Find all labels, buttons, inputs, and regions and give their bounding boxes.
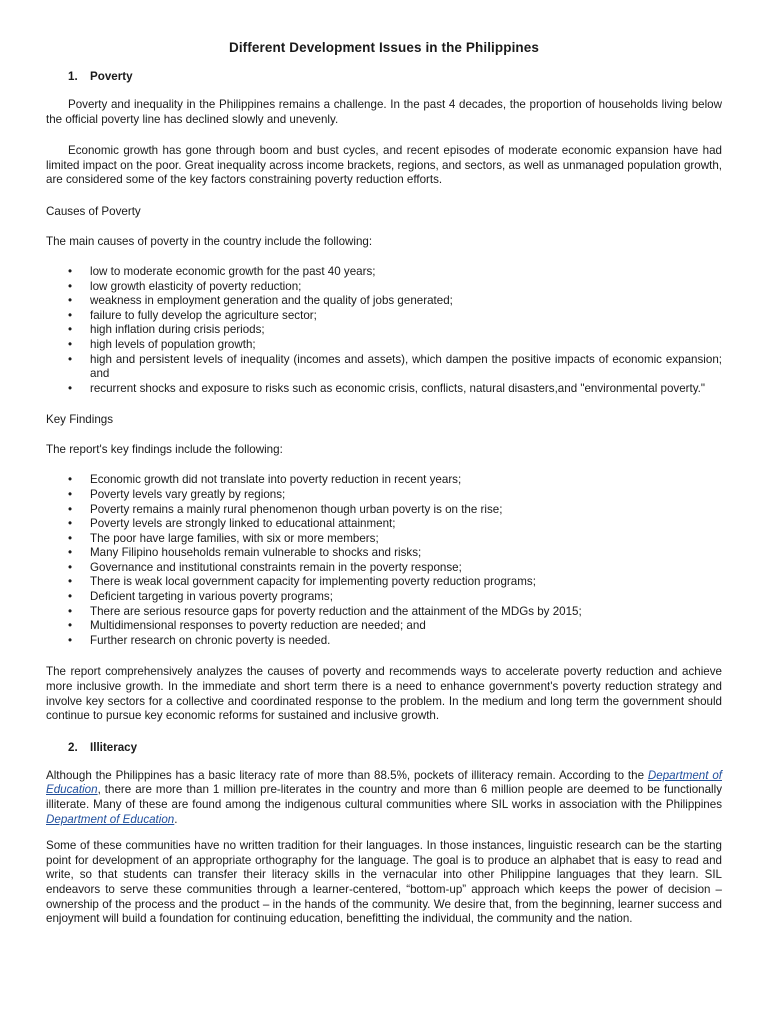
causes-list bbox=[46, 265, 722, 396]
list-item-text: The poor have large families, with six or more members; bbox=[90, 531, 379, 545]
list-item-text: Deficient targeting in various poverty programs; bbox=[90, 590, 333, 604]
document-title: Different Development Issues in the Philippines bbox=[228, 40, 539, 55]
list-item bbox=[46, 634, 722, 649]
bullet-icon: • bbox=[68, 279, 73, 293]
section-heading-poverty bbox=[46, 70, 722, 83]
bullet-icon: • bbox=[68, 531, 73, 545]
list-item-text: Poverty levels vary greatly by regions; bbox=[90, 487, 286, 501]
bullet-icon: • bbox=[68, 294, 73, 308]
bullet-icon: • bbox=[68, 604, 73, 618]
bullet-icon: • bbox=[68, 502, 73, 516]
list-item bbox=[46, 309, 722, 324]
list-item bbox=[46, 532, 722, 547]
section-heading-illiteracy bbox=[46, 741, 722, 754]
list-item-text: high and persistent levels of inequality (incomes and assets), which dampen the positive impacts of economic expansion; and bbox=[90, 352, 722, 381]
section-number: 2. bbox=[68, 740, 78, 754]
list-item bbox=[46, 619, 722, 634]
list-item-text: There is weak local government capacity for implementing poverty reduction programs; bbox=[90, 575, 536, 589]
paragraph-literacy bbox=[46, 769, 722, 827]
bullet-icon: • bbox=[68, 560, 73, 574]
list-item bbox=[46, 265, 722, 280]
list-item bbox=[46, 605, 722, 620]
list-item bbox=[46, 294, 722, 309]
bullet-icon: • bbox=[68, 323, 73, 337]
bullet-icon: • bbox=[68, 590, 73, 604]
list-item-text: failure to fully develop the agriculture sector; bbox=[90, 308, 317, 322]
list-item-text: There are serious resource gaps for poverty reduction and the attainment of the MDGs by 2015; bbox=[90, 604, 582, 618]
list-item-text: Poverty remains a mainly rural phenomenon though urban poverty is on the rise; bbox=[90, 502, 503, 516]
bullet-icon: • bbox=[68, 517, 73, 531]
list-item bbox=[46, 517, 722, 532]
list-item-text: Multidimensional responses to poverty reduction are needed; and bbox=[90, 619, 426, 633]
findings-intro: The report's key findings include the following: bbox=[46, 443, 283, 457]
bullet-icon: • bbox=[68, 633, 73, 647]
list-item bbox=[46, 280, 722, 295]
section-title: Poverty bbox=[90, 70, 133, 83]
bullet-icon: • bbox=[68, 473, 73, 487]
bullet-icon: • bbox=[68, 308, 73, 322]
text-run: . bbox=[174, 812, 178, 826]
list-item bbox=[46, 488, 722, 503]
text-run: , there are more than 1 million pre-literates in the country and more than 6 million people are deemed to be functionally illiterate. Many of these are found among the indigenous cultural communities where SIL works in association with the Philippines bbox=[46, 783, 722, 811]
paragraph: Poverty and inequality in the Philippines remains a challenge. In the past 4 decades, the proportion of households living below the official poverty line has declined slowly and unevenly. bbox=[46, 98, 722, 126]
list-item bbox=[46, 561, 722, 576]
list-item bbox=[46, 575, 722, 590]
list-item-text: high levels of population growth; bbox=[90, 337, 256, 351]
list-item bbox=[46, 503, 722, 518]
list-item bbox=[46, 473, 722, 488]
list-item-text: Many Filipino households remain vulnerable to shocks and risks; bbox=[90, 546, 422, 560]
bullet-icon: • bbox=[68, 264, 73, 278]
list-item-text: recurrent shocks and exposure to risks such as economic crisis, conflicts, natural disasters,and "environmental poverty." bbox=[90, 381, 706, 395]
department-of-education-link[interactable]: Department of Education bbox=[46, 812, 175, 826]
list-item-text: high inflation during crisis periods; bbox=[90, 323, 265, 337]
list-item-text: Further research on chronic poverty is needed. bbox=[90, 633, 331, 647]
list-item-text: low to moderate economic growth for the past 40 years; bbox=[90, 264, 376, 278]
paragraph-conclusion: The report comprehensively analyzes the causes of poverty and recommends ways to accelerate poverty reduction and achieve more inclusive growth. In the immediate and short term there is a need to enhance government's poverty reduction strategy and involve key sectors for a collective and coordinated response to the problem. In the medium and long term the government should continue to pursue key economic reforms for sustained and inclusive growth. bbox=[46, 665, 722, 723]
bullet-icon: • bbox=[68, 575, 73, 589]
bullet-icon: • bbox=[68, 381, 73, 395]
list-item bbox=[46, 382, 722, 397]
causes-intro: The main causes of poverty in the country include the following: bbox=[46, 234, 373, 248]
list-item bbox=[46, 590, 722, 605]
text-run: Although the Philippines has a basic literacy rate of more than 88.5%, pockets of illiteracy remain. According to the bbox=[46, 768, 648, 782]
section-number: 1. bbox=[68, 70, 78, 83]
subheading-key-findings: Key Findings bbox=[46, 413, 114, 427]
subheading-causes: Causes of Poverty bbox=[46, 204, 141, 218]
list-item-text: Economic growth did not translate into poverty reduction in recent years; bbox=[90, 473, 462, 487]
list-item bbox=[46, 338, 722, 353]
bullet-icon: • bbox=[68, 487, 73, 501]
section-title: Illiteracy bbox=[90, 740, 138, 754]
list-item bbox=[46, 546, 722, 561]
paragraph: Some of these communities have no written tradition for their languages. In those instances, linguistic research can be the starting point for development of an appropriate orthography for the language. The goal is to produce an alphabet that is easy to read and write, so that students can transfer their literacy skills in the vernacular into other Philippine languages that they learn. SIL endeavors to serve these communities through a learner-centered, “bottom-up” approach which keeps the power of decision – ownership of the process and the product – in the hands of the community. We desire that, from the beginning, learner success and enjoyment will build a foundation for continuing education, benefitting the individual, the community and the nation. bbox=[46, 839, 722, 926]
list-item bbox=[46, 323, 722, 338]
bullet-icon: • bbox=[68, 337, 73, 351]
paragraph: Economic growth has gone through boom and bust cycles, and recent episodes of moderate economic expansion have had limited impact on the poor. Great inequality across income brackets, regions, and sectors, as well as unmanaged population growth, are considered some of the key factors constraining poverty reduction efforts. bbox=[46, 144, 722, 187]
bullet-icon: • bbox=[68, 546, 73, 560]
findings-list bbox=[46, 473, 722, 648]
list-item-text: Governance and institutional constraints remain in the poverty response; bbox=[90, 560, 462, 574]
list-item-text: Poverty levels are strongly linked to educational attainment; bbox=[90, 517, 396, 531]
list-item-text: low growth elasticity of poverty reduction; bbox=[90, 279, 302, 293]
bullet-icon: • bbox=[68, 619, 73, 633]
list-item bbox=[46, 353, 722, 382]
bullet-icon: • bbox=[68, 352, 73, 366]
list-item-text: weakness in employment generation and the quality of jobs generated; bbox=[90, 294, 453, 308]
department-of-education-link[interactable]: Department of Education bbox=[46, 768, 722, 797]
